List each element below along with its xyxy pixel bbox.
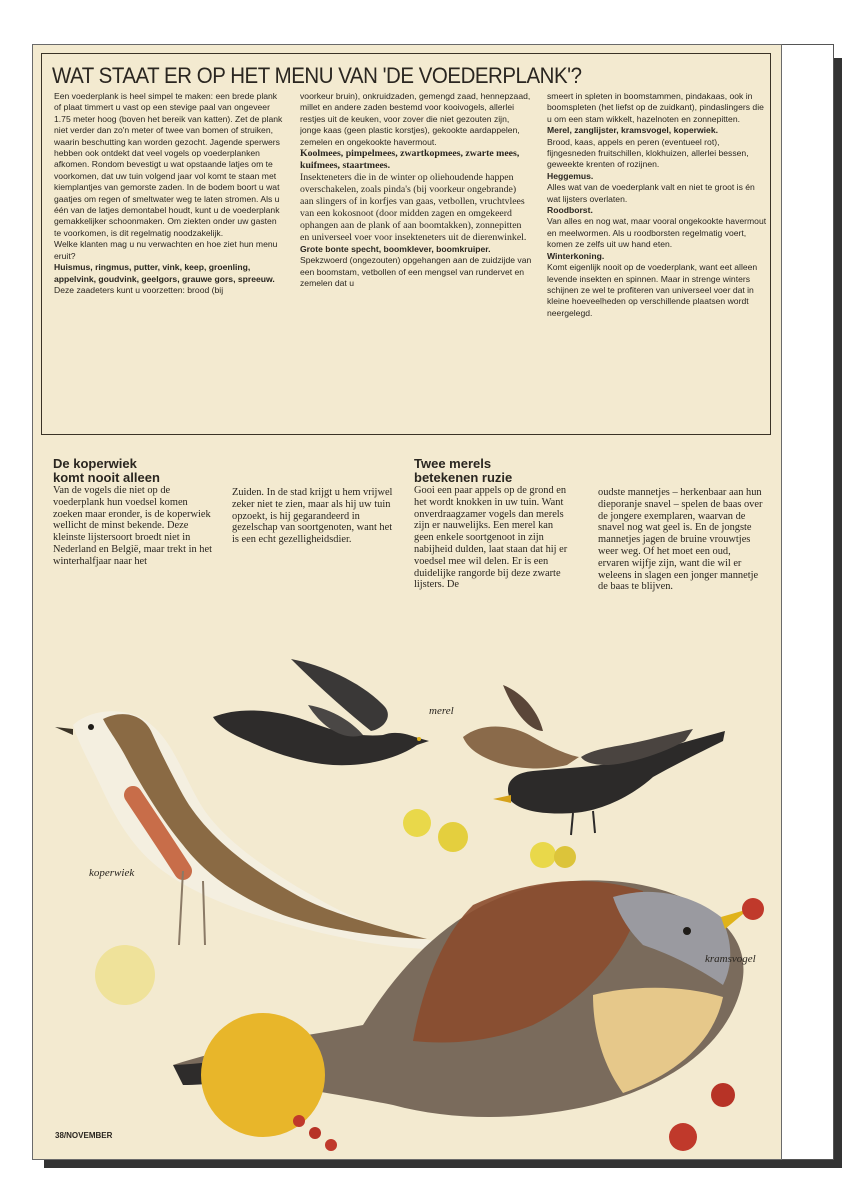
redwing-text-b: Zuiden. In de stad krijgt u hem vrijwel zeker niet te zien, maar als hij uw tuin opzoekt, is hij gegarandeerd in gezelschap van soortgenoten, want het is een echt gezelligheidsdier. (232, 487, 393, 546)
box-column-2 (300, 91, 532, 431)
article-blackbirds (414, 457, 574, 591)
article-redwing (53, 457, 213, 568)
dunnock-heading: Heggemus. (547, 170, 594, 181)
blackbird-text-a: Gooi een paar appels op de grond en het wordt knokken in uw tuin. Want onverdraagzamer vogels dan merels zijn er nauwelijks. Een merel kan geen enkele soortgenoot in zijn nabijheid dulden, laat staan dat hij er voedsel mee wil delen. Er is een duidelijke rangorde bij deze zwarte lijsters. De (414, 485, 568, 591)
article-blackbirds-cont (598, 487, 763, 593)
wren-text: Komt eigenlijk nooit op de voederplank, want eet alleen levende insekten en spinnen. Maar in strenge winters schijnen ze wel te profiteren van universeel voer dat in kleine hoeveelheden op verschillende plaatsen wordt neergelegd. (547, 262, 758, 318)
page-folio: 38/NOVEMBER (55, 1131, 113, 1140)
woodpecker-heading: Grote bonte specht, boomklever, boomkruiper. (300, 244, 491, 255)
thrush-text: Brood, kaas, appels en peren (eventueel rot), fijngesneden fruitschillen, klokhuizen, allerlei bessen, geweekte krenten of rozijnen. (547, 136, 749, 170)
dunnock-text: Alles wat van de voederplank valt en niet te groot is én wat lijsters overlaten. (547, 182, 755, 204)
feeder-menu-box (41, 53, 771, 435)
article-redwing-cont (232, 487, 394, 546)
redwing-text-a: Van de vogels die niet op de voederplank hun voedsel komen zoeken maar eronder, is de koperwiek wellicht de minst bekende. Deze kleinste lijstersoort broedt niet in Nederland en België, maar trekt in het winterhalfjaar naar het (53, 485, 212, 567)
blackbird-title-line2: betekenen ruzie (414, 470, 513, 485)
wren-heading: Winterkoning. (547, 250, 605, 261)
seed-eaters-heading: Huismus, ringmus, putter, vink, keep, groenling, appelvink, goudvink, geelgors, grauwe gors, spreeuw. (54, 262, 275, 284)
redwing-title-line2: komt nooit alleen (53, 470, 160, 485)
blackbird-flying-icon (213, 659, 429, 765)
woodpecker-text: Spekzwoerd (ongezouten) opgehangen aan de zuidzijde van een boomstam, vetbollen of een mengsel van rundervet en zemelen dat u (300, 255, 532, 289)
blackbird-title-line1: Twee merels (414, 456, 492, 471)
page-number: 38 (55, 1131, 64, 1140)
seed-eaters-text: Deze zaadeters kunt u voorzetten: brood (bij (54, 284, 224, 295)
label-merel: merel (429, 705, 454, 717)
magazine-page (32, 44, 782, 1160)
box-column-3 (547, 91, 769, 431)
label-koperwiek: koperwiek (89, 867, 135, 879)
woodpecker-text-cont: smeert in spleten in boomstammen, pindakaas, ook in boomspleten (het liefst op de zuidkant), pindaslingers die u om een stam wikkelt, hazelnoten en zonnepitten. (547, 91, 764, 124)
box-column-1 (54, 91, 286, 431)
box-question-text: Welke klanten mag u nu verwachten en hoe ziet hun menu eruit? (54, 239, 278, 261)
redwing-title-line1: De koperwiek (53, 456, 137, 471)
thrush-heading: Merel, zanglijster, kramsvogel, koperwiek. (547, 125, 718, 136)
apple-icon (403, 809, 576, 868)
blackbird-text-b: oudste mannetjes – herkenbaar aan hun dieporanje snavel – spelen de baas over de jongere exemplaren, waarvan de snavel nog wat geel is. En de jongste mannetjes jagen de bruine vrouwtjes weer weg. Of het moet een oud, ervaren wijfje zijn, want die wil er weleens in slagen een jonger mannetje de baas te blijven. (598, 487, 763, 593)
tits-text: Insekteneters die in de winter op oliehoudende happen overschakelen, zoals pinda's (bij voorkeur ongebrande) aan slingers of in korfjes van gaas, vetbollen, vruchtvlees van een kokosnoot (door midden zagen en omgekeerd ophangen aan de plank of aan boomtakken), zonnepitten en universeel voer voor insekteneters uit de dierenwinkel. (300, 172, 527, 244)
tits-heading: Koolmees, pimpelmees, zwartkopmees, zwarte mees, kuifmees, staartmees. (300, 148, 520, 172)
birds-illustration (33, 645, 781, 1159)
robin-heading: Roodborst. (547, 205, 593, 216)
apple-icon (95, 945, 325, 1137)
robin-text: Van alles en nog wat, maar vooral ongekookte havermout en meelwormen. Als u roodborsten regelmatig voert, komen ze zelfs uit uw hand eten. (547, 216, 767, 250)
label-kramsvogel: kramsvogel (705, 953, 756, 965)
seed-food-text: voorkeur bruin), onkruidzaden, gemengd zaad, hennepzaad, millet en andere zaden bestemd voor kooivogels, allerlei restjes uit de keuken, voor zover die niet gezouten zijn, jonge kaas (geen plastic korstjes), gekookte aardappelen, zemelen en ongekookte havermout. (300, 91, 531, 147)
box-title: WAT STAAT ER OP HET MENU VAN 'DE VOEDERPLANK'? (52, 63, 582, 88)
issue-month: NOVEMBER (66, 1131, 113, 1140)
box-intro-text: Een voederplank is heel simpel te maken: een brede plank of plaat timmert u vast op een stevige paal van ongeveer 1.75 meter hoog (boven het bereik van katten). Zet de plank niet verder dan zo'n meter of twee van bomen of struiken, waarin beschutting kan worden gezocht. Jagende sperwers hebben ook ontdekt dat veel vogels op voederplanken afkomen. Rondom bevestigt u wat opstaande latjes om te voorkomen, dat uw tuin volgend jaar vol komt te staan met kiemplantjes van gemorste zaden. In de bodem boort u wat gaatjes om regen of smeltwater weg te laten stromen. Als u één van de latjes demontabel houdt, kunt u de voederplank gemakkelijker schoonmaken. Om ziekten onder uw gasten te voorkomen, is dit regelmatig noodzakelijk. (54, 91, 283, 238)
